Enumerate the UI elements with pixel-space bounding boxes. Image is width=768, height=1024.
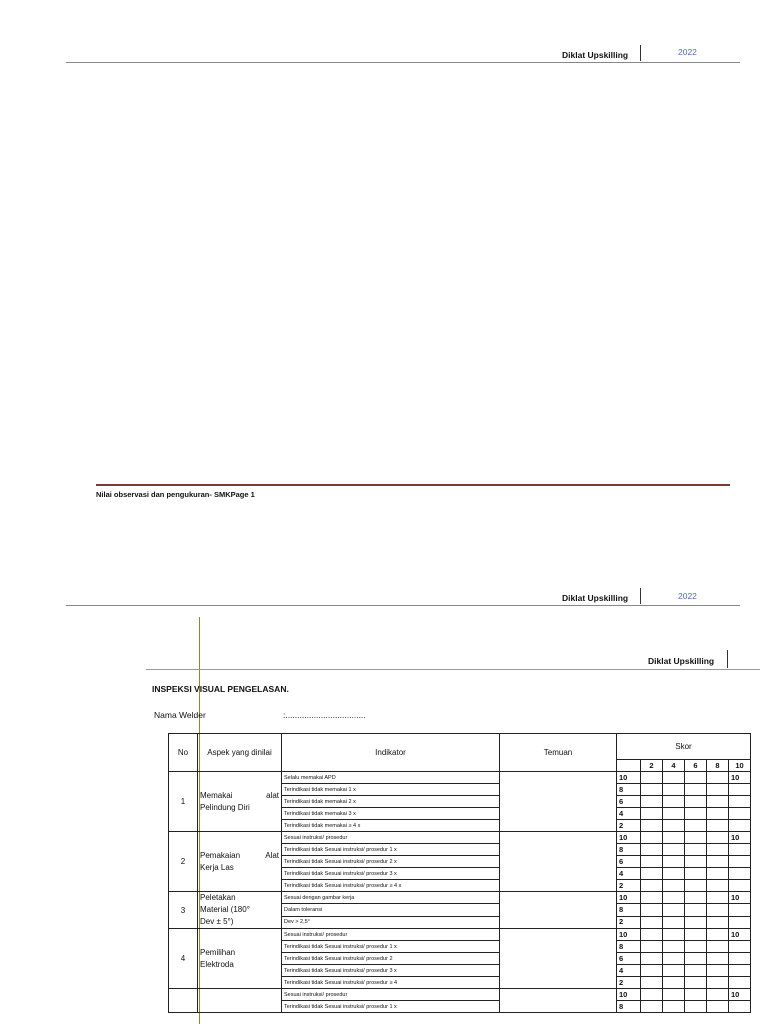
score-value-cell: 8 <box>617 1001 641 1013</box>
score-value-cell: 8 <box>617 784 641 796</box>
score-value-cell: 4 <box>617 965 641 977</box>
page2-header-title: Diklat Upskilling <box>562 593 629 603</box>
score-checkbox-cell <box>663 796 685 808</box>
indicator-cell: Terindikasi tidak memakai 3 x <box>282 808 500 820</box>
score-checkbox-cell <box>641 953 663 965</box>
table-row <box>169 929 751 941</box>
score-checkbox-cell <box>663 929 685 941</box>
score-checkbox-cell <box>663 808 685 820</box>
score-checkbox-cell <box>685 808 707 820</box>
aspect-line: Elektroda <box>200 959 234 969</box>
score-value-cell: 2 <box>617 977 641 989</box>
row-number: 2 <box>169 832 198 892</box>
score-checkbox-cell <box>641 844 663 856</box>
score-value-cell: 10 <box>617 989 641 1001</box>
score-value-cell: 8 <box>617 904 641 916</box>
page2-header-separator <box>640 588 641 604</box>
score-checkbox-cell <box>641 977 663 989</box>
aspect-line: Pemilihan <box>200 947 236 957</box>
score-value-cell: 10 <box>617 772 641 784</box>
score-checkbox-cell <box>641 892 663 904</box>
score-max-cell: 10 <box>729 772 751 784</box>
score-checkbox-cell <box>663 856 685 868</box>
score-checkbox-cell <box>685 880 707 892</box>
score-checkbox-cell <box>641 929 663 941</box>
aspect-cell <box>198 989 282 1013</box>
table-row <box>169 892 751 904</box>
indicator-cell: Terindikasi tidak Sesuai instruksi/ prosedur 1 x <box>282 1001 500 1013</box>
score-checkbox-cell <box>641 989 663 1001</box>
score-checkbox-cell <box>685 856 707 868</box>
page1-header-separator <box>640 45 641 61</box>
score-checkbox-cell <box>685 892 707 904</box>
score-checkbox-cell <box>663 880 685 892</box>
score-checkbox-cell <box>685 844 707 856</box>
score-max-cell <box>729 808 751 820</box>
score-checkbox-cell <box>685 796 707 808</box>
inner-header-separator <box>727 650 728 668</box>
score-max-cell <box>729 796 751 808</box>
score-checkbox-cell <box>707 832 729 844</box>
score-max-cell <box>729 916 751 928</box>
score-checkbox-cell <box>663 953 685 965</box>
score-level-header <box>617 760 641 772</box>
score-value-cell: 2 <box>617 820 641 832</box>
score-max-cell <box>729 880 751 892</box>
page1-header-rule <box>66 62 740 63</box>
score-checkbox-cell <box>641 820 663 832</box>
score-checkbox-cell <box>685 772 707 784</box>
score-checkbox-cell <box>641 1001 663 1013</box>
score-checkbox-cell <box>707 772 729 784</box>
score-checkbox-cell <box>707 1001 729 1013</box>
aspect-line: Dev ± 5°) <box>200 917 234 926</box>
score-checkbox-cell <box>663 941 685 953</box>
findings-cell <box>500 772 617 832</box>
inner-header-title: Diklat Upskilling <box>648 656 715 666</box>
score-checkbox-cell <box>641 784 663 796</box>
indicator-cell: Terindikasi tidak memakai ≥ 4 x <box>282 820 500 832</box>
aspect-line: Pelindung Diri <box>200 802 250 812</box>
score-checkbox-cell <box>707 929 729 941</box>
score-max-cell <box>729 868 751 880</box>
score-checkbox-cell <box>707 953 729 965</box>
col-header-no: No <box>169 734 198 772</box>
score-checkbox-cell <box>641 868 663 880</box>
findings-cell <box>500 989 617 1013</box>
row-number: 1 <box>169 772 198 832</box>
score-max-cell <box>729 856 751 868</box>
indicator-cell: Terindikasi tidak Sesuai instruksi/ prosedur ≥ 4 <box>282 977 500 989</box>
score-checkbox-cell <box>641 796 663 808</box>
score-checkbox-cell <box>707 856 729 868</box>
score-max-cell <box>729 904 751 916</box>
score-checkbox-cell <box>641 856 663 868</box>
score-checkbox-cell <box>707 916 729 928</box>
inspection-score-table <box>168 733 751 1013</box>
score-value-cell: 10 <box>617 892 641 904</box>
document-title: INSPEKSI VISUAL PENGELASAN. <box>152 684 289 694</box>
score-max-cell <box>729 844 751 856</box>
score-checkbox-cell <box>685 832 707 844</box>
indicator-cell: Sesuai instruksi/ prosedur <box>282 832 500 844</box>
score-value-cell: 8 <box>617 941 641 953</box>
page2-header-year: 2022 <box>678 591 697 601</box>
score-checkbox-cell <box>641 808 663 820</box>
indicator-cell: Sesuai instruksi/ prosedur <box>282 929 500 941</box>
indicator-cell: Terindikasi tidak Sesuai instruksi/ prosedur ≥ 4 x <box>282 880 500 892</box>
table-row <box>169 989 751 1001</box>
findings-cell <box>500 892 617 929</box>
score-level-header: 10 <box>729 760 751 772</box>
aspect-line: Kerja Las <box>200 862 234 872</box>
score-checkbox-cell <box>663 916 685 928</box>
page1-header-year: 2022 <box>678 47 697 57</box>
score-checkbox-cell <box>663 820 685 832</box>
score-level-header: 2 <box>641 760 663 772</box>
score-value-cell: 4 <box>617 808 641 820</box>
score-checkbox-cell <box>707 904 729 916</box>
score-checkbox-cell <box>685 977 707 989</box>
score-checkbox-cell <box>707 965 729 977</box>
score-checkbox-cell <box>641 772 663 784</box>
score-checkbox-cell <box>707 868 729 880</box>
score-value-cell: 6 <box>617 856 641 868</box>
score-value-cell: 10 <box>617 929 641 941</box>
page1-footer-text: Nilai observasi dan pengukuran- SMKPage 1 <box>96 490 255 499</box>
inner-header-rule <box>146 669 760 670</box>
score-checkbox-cell <box>707 844 729 856</box>
indicator-cell: Terindikasi tidak memakai 1 x <box>282 784 500 796</box>
score-checkbox-cell <box>685 784 707 796</box>
score-value-cell: 2 <box>617 916 641 928</box>
col-header-indikator: Indikator <box>282 734 500 772</box>
indicator-cell: Terindikasi tidak Sesuai instruksi/ prosedur 3 x <box>282 965 500 977</box>
col-header-aspek: Aspek yang dinilai <box>198 734 282 772</box>
score-checkbox-cell <box>707 784 729 796</box>
score-value-cell: 6 <box>617 953 641 965</box>
score-checkbox-cell <box>663 844 685 856</box>
score-checkbox-cell <box>685 916 707 928</box>
aspect-line: Pemakaian Alat <box>200 850 279 860</box>
score-max-cell: 10 <box>729 929 751 941</box>
score-checkbox-cell <box>707 808 729 820</box>
score-checkbox-cell <box>707 880 729 892</box>
score-max-cell <box>729 820 751 832</box>
score-checkbox-cell <box>641 904 663 916</box>
row-number <box>169 989 198 1013</box>
score-checkbox-cell <box>707 796 729 808</box>
score-checkbox-cell <box>663 832 685 844</box>
indicator-cell: Sesuai instruksi/ prosedur <box>282 989 500 1001</box>
score-checkbox-cell <box>685 1001 707 1013</box>
score-max-cell <box>729 1001 751 1013</box>
aspect-line: Peletakan <box>200 893 236 902</box>
score-checkbox-cell <box>707 941 729 953</box>
score-checkbox-cell <box>641 880 663 892</box>
score-max-cell: 10 <box>729 892 751 904</box>
score-value-cell: 8 <box>617 844 641 856</box>
score-checkbox-cell <box>663 904 685 916</box>
row-number: 4 <box>169 929 198 989</box>
score-max-cell <box>729 977 751 989</box>
score-checkbox-cell <box>685 941 707 953</box>
aspect-cell <box>198 929 282 989</box>
score-checkbox-cell <box>707 977 729 989</box>
score-max-cell: 10 <box>729 989 751 1001</box>
score-max-cell <box>729 784 751 796</box>
score-checkbox-cell <box>663 1001 685 1013</box>
indicator-cell: Terindikasi tidak Sesuai instruksi/ prosedur 3 x <box>282 868 500 880</box>
indicator-cell: Sesuai dengan gambar kerja <box>282 892 500 904</box>
col-header-temuan: Temuan <box>500 734 617 772</box>
row-number: 3 <box>169 892 198 929</box>
score-level-header: 4 <box>663 760 685 772</box>
welder-name-value: :.................................. <box>283 710 366 720</box>
table-row <box>169 832 751 844</box>
score-checkbox-cell <box>685 989 707 1001</box>
aspect-line: Memakai alat <box>200 790 279 800</box>
score-checkbox-cell <box>663 892 685 904</box>
score-checkbox-cell <box>685 904 707 916</box>
page1-header-title: Diklat Upskilling <box>562 50 629 60</box>
score-checkbox-cell <box>707 989 729 1001</box>
score-checkbox-cell <box>641 916 663 928</box>
indicator-cell: Terindikasi tidak Sesuai instruksi/ prosedur 2 <box>282 953 500 965</box>
score-max-cell <box>729 941 751 953</box>
score-checkbox-cell <box>663 784 685 796</box>
score-value-cell: 10 <box>617 832 641 844</box>
page1-footer-rule <box>96 484 730 486</box>
indicator-cell: Terindikasi tidak Sesuai instruksi/ prosedur 1 x <box>282 844 500 856</box>
aspect-cell <box>198 772 282 832</box>
table-row <box>169 772 751 784</box>
score-checkbox-cell <box>685 965 707 977</box>
score-checkbox-cell <box>641 832 663 844</box>
score-max-cell <box>729 953 751 965</box>
indicator-cell: Dalam toleransi <box>282 904 500 916</box>
score-checkbox-cell <box>641 941 663 953</box>
score-level-header: 6 <box>685 760 707 772</box>
indicator-cell: Dev > 2,5° <box>282 916 500 928</box>
score-checkbox-cell <box>685 953 707 965</box>
score-value-cell: 2 <box>617 880 641 892</box>
col-header-skor: Skor <box>617 734 751 760</box>
score-checkbox-cell <box>663 868 685 880</box>
score-level-header: 8 <box>707 760 729 772</box>
score-checkbox-cell <box>663 989 685 1001</box>
indicator-cell: Terindikasi tidak memakai 2 x <box>282 796 500 808</box>
score-checkbox-cell <box>685 820 707 832</box>
score-checkbox-cell <box>641 965 663 977</box>
score-value-cell: 4 <box>617 868 641 880</box>
score-checkbox-cell <box>663 977 685 989</box>
aspect-line: Material (180° <box>200 905 250 914</box>
score-value-cell: 6 <box>617 796 641 808</box>
score-max-cell: 10 <box>729 832 751 844</box>
score-checkbox-cell <box>707 892 729 904</box>
indicator-cell: Terindikasi tidak Sesuai instruksi/ prosedur 2 x <box>282 856 500 868</box>
score-checkbox-cell <box>663 965 685 977</box>
score-checkbox-cell <box>663 772 685 784</box>
findings-cell <box>500 929 617 989</box>
welder-name-label: Nama Welder <box>154 710 206 720</box>
indicator-cell: Selalu memakai APD <box>282 772 500 784</box>
page2-header-rule <box>66 605 740 606</box>
score-checkbox-cell <box>707 820 729 832</box>
aspect-cell <box>198 892 282 929</box>
score-checkbox-cell <box>685 868 707 880</box>
indicator-cell: Terindikasi tidak Sesuai instruksi/ prosedur 1 x <box>282 941 500 953</box>
score-max-cell <box>729 965 751 977</box>
aspect-cell <box>198 832 282 892</box>
score-checkbox-cell <box>685 929 707 941</box>
findings-cell <box>500 832 617 892</box>
